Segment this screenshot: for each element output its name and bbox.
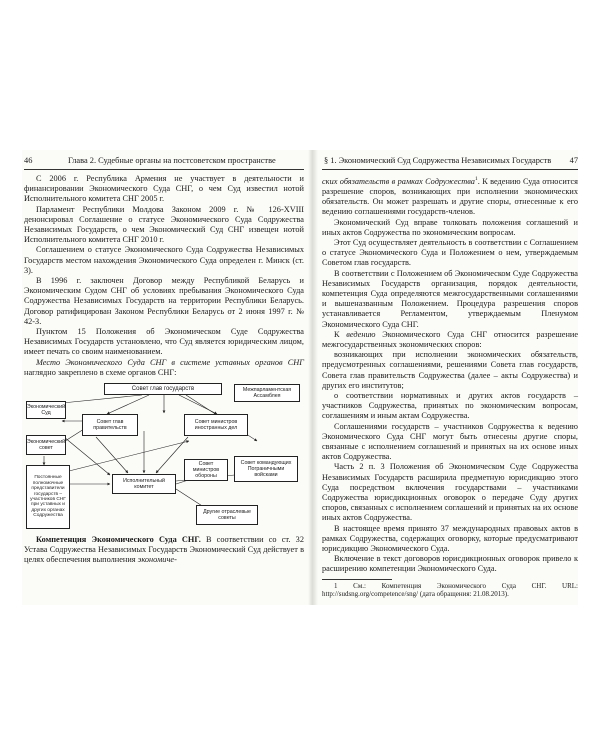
left-page-number: 46 — [24, 156, 33, 165]
paragraph — [322, 330, 578, 350]
italic-phrase: экономиче- — [137, 555, 177, 565]
text-run: Экономического Суда СНГ относится разрешение межгосударственных экономических споров: — [322, 329, 579, 350]
right-running-header — [322, 156, 578, 168]
paragraph: Включение в текст договоров юрисдикционных оговорок привело к расширению компетенции Экономического Суда. — [322, 554, 578, 574]
box-council-border-troops: Совет командующих Пограничными войсками — [234, 456, 298, 482]
cis-organs-diagram — [24, 381, 304, 531]
box-executive-committee: Исполнительный комитет — [112, 474, 176, 494]
box-council-heads-of-state: Совет глав государств — [104, 383, 222, 395]
paragraph: Парламент Республики Молдова Законом 2009 г. № 126-XVIII денонсировал Соглашение о статусе Экономического Суда Содружества Независимых Государств, о чем Экономический Суд СНГ извещен нотой Исполнительного комитета СНГ 2010 г. — [24, 204, 304, 245]
box-council-heads-of-government: Совет глав правительств — [82, 414, 138, 436]
left-body — [24, 174, 304, 566]
footnote: 1 См.: Компетенция Экономического Суда СНГ. URL: http://sudsng.org/competence/sng/ (дата обращения: 21.08.2013). — [322, 581, 578, 599]
left-running-header — [24, 156, 304, 168]
box-other-sectoral-councils: Другие отраслевые советы — [196, 505, 258, 525]
paragraph: Часть 2 п. 3 Положения об Экономическом Суде Содружества Независимых Государств расширила предметную юрисдикцию этого Суда посредством включения государствами – участниками Содружества юрисдикционных оговорок о передаче Суду других споров, связанных с исполнением соглашений и принятых на их основе иных актов Содружества. — [322, 462, 578, 523]
right-page — [322, 150, 578, 605]
paragraph: В 1996 г. заключен Договор между Республикой Беларусь и Экономическим Судом СНГ об условиях пребывания Экономического Суда Содружества Независимых Государств на территории Республики Беларусь. Договор ратифицирован Законом Республики Беларусь от 2 июня 1997 г. № 42-З. — [24, 276, 304, 326]
text-run: наглядно закреплено в схеме органов СНГ: — [24, 367, 177, 377]
paragraph: о соответствии нормативных и других актов государств – участников Содружества, принятых по экономическим вопросам, соглашениям и иным актам Содружества. — [322, 391, 578, 421]
text-run: К — [334, 329, 347, 339]
paragraph — [24, 535, 304, 566]
text-run: . К ведению Суда относится разрешение споров, возникающих при исполнении экономических обязательств. Он может разрешать и другие споры, отнесенные к его ведению соглашениями государств-членов. — [322, 176, 579, 217]
paragraph: В соответствии с Положением об Экономическом Суде Содружества Независимых Государств организация, порядок деятельности, компетенция Суда определяются межгосударственными соглашениями и вышеназванным Положением. Процедура разрешения споров устанавливается Регламентом, утверждаемым Пленумом Экономического Суда СНГ. — [322, 268, 578, 329]
italic-phrase: ведению — [346, 329, 376, 339]
box-council-defense-ministers: Совет министров обороны — [184, 459, 228, 481]
box-economic-court: Экономический Суд — [26, 401, 66, 419]
paragraph: С 2006 г. Республика Армения не участвует в деятельности и финансировании Экономического Суда СНГ, о чем Суд известил нотой Исполнительного комитета СНГ 2005 г. — [24, 174, 304, 204]
paragraph: Этот Суд осуществляет деятельность в соответствии с Соглашением о статусе Экономического Суда и Положением о нем, утверждаемым Советом глав государств. — [322, 237, 578, 268]
book-spread — [22, 150, 578, 605]
footnote-rule — [322, 579, 392, 580]
box-permanent-representatives: Постоянные полномочные представители государств – участников СНГ при уставных и других органах Содружества — [26, 465, 70, 529]
left-page — [24, 150, 304, 605]
book-gutter — [308, 150, 318, 605]
right-header-rule — [322, 169, 578, 170]
box-interparliamentary-assembly: Межпарламентская Ассамблея — [234, 384, 300, 402]
italic-phrase: ских обязательств в рамках Содружества — [322, 176, 475, 186]
paragraph: Соглашением о статусе Экономического Суда Содружества Независимых Государств местом нахождения Экономического Суда определен г. Минск (ст. 3). — [24, 245, 304, 275]
right-page-number: 47 — [569, 156, 578, 165]
bold-heading: Компетенция Экономического Суда СНГ. — [36, 535, 201, 545]
right-header-title: § 1. Экономический Суд Содружества Независимых Государств — [324, 156, 552, 165]
paragraph: Пунктом 15 Положения об Экономическом Суде Содружества Независимых Государств установлено, что Суд является юридическим лицом, имеет печать со своим наименованием. — [24, 327, 304, 357]
box-council-foreign-ministers: Совет министров иностранных дел — [184, 414, 248, 436]
left-header-title: Глава 2. Судебные органы на постсоветском пространстве — [68, 156, 276, 165]
text-run: В соответствии со ст. 32 Устава Содружества Независимых Государств Экономический Суд действует в целях обеспечения выполнения — [24, 535, 304, 565]
paragraph: Экономический Суд вправе толковать положения соглашений и иных актов Содружества по экономическим вопросам. — [322, 217, 578, 237]
paragraph: В настоящее время принято 37 международных правовых актов в рамках Содружества, содержащих оговорку, которые предусматривают юрисдикцию Экономического Суда. — [322, 523, 578, 554]
box-economic-council: Экономический совет — [26, 435, 66, 455]
paragraph: Соглашениями государств – участников Содружества к ведению Экономического Суда СНГ могут быть отнесены другие споры, связанные с исполнением соглашений и принятых на их основе иных актов Содружества. — [322, 421, 578, 462]
right-body — [322, 174, 578, 599]
paragraph: возникающих при исполнении экономических обязательств, предусмотренных соглашениями, решениями Совета глав государств, Совета глав правительств Содружества (далее – акты Содружества) и других его институтов; — [322, 350, 578, 390]
left-header-rule — [24, 169, 304, 170]
italic-phrase: Место Экономического Суда СНГ в системе уставных органов СНГ — [36, 357, 304, 367]
paragraph — [24, 358, 304, 378]
paragraph — [322, 174, 578, 218]
footnote-marker: 1 — [474, 176, 478, 182]
